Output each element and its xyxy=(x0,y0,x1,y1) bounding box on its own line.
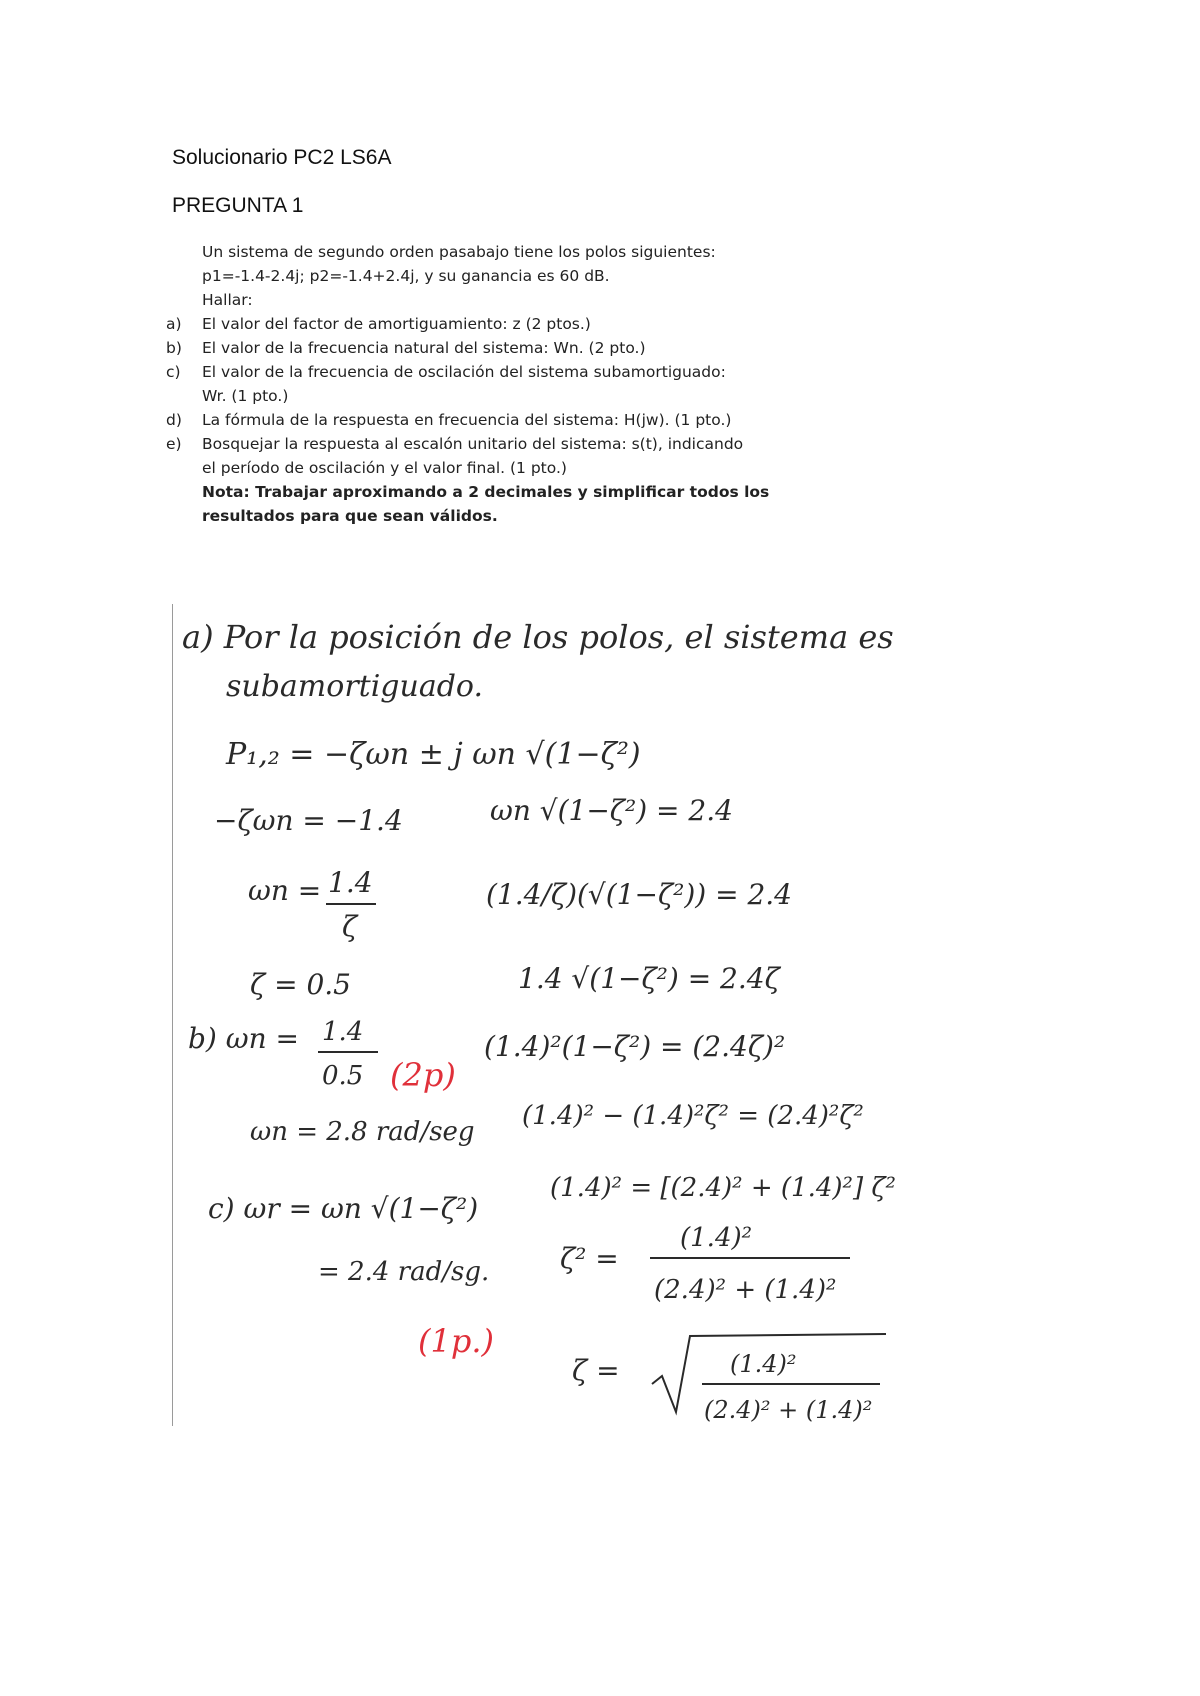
zeta-sqrt-denominator: (2.4)² + (1.4)² xyxy=(704,1396,873,1424)
item-text-continuation: Wr. (1 pto.) xyxy=(202,387,289,405)
solution-b-lhs: b) ωn = xyxy=(188,1022,299,1055)
item-marker: e) xyxy=(166,435,182,453)
equation-step: (1.4)²(1−ζ²) = (2.4ζ)² xyxy=(484,1030,786,1063)
zeta-squared-denominator: (2.4)² + (1.4)² xyxy=(654,1275,837,1305)
wn-result: ωn = 2.8 rad/seg xyxy=(250,1117,475,1147)
item-marker: c) xyxy=(166,363,181,381)
equation-step: 1.4 √(1−ζ²) = 2.4ζ xyxy=(518,962,780,995)
item-marker: b) xyxy=(166,339,182,357)
solution-a-intro: a) Por la posición de los polos, el sistema es xyxy=(182,618,894,656)
score-mark-c: (1p.) xyxy=(418,1322,494,1360)
solution-c-result: = 2.4 rad/sg. xyxy=(318,1257,490,1287)
problem-intro-line: Un sistema de segundo orden pasabajo tiene los polos siguientes: xyxy=(202,243,716,261)
equation-step: (1.4)² − (1.4)²ζ² = (2.4)²ζ² xyxy=(522,1101,864,1131)
zeta-squared-numerator: (1.4)² xyxy=(680,1223,753,1253)
item-marker: d) xyxy=(166,411,182,429)
item-text: El valor del factor de amortiguamiento: z (2 ptos.) xyxy=(202,315,591,333)
item-text: El valor de la frecuencia de oscilación del sistema subamortiguado: xyxy=(202,363,726,381)
solution-a-intro-2: subamortiguado. xyxy=(226,669,483,704)
solution-b-denominator: 0.5 xyxy=(322,1061,364,1091)
item-text: El valor de la frecuencia natural del sistema: Wn. (2 pto.) xyxy=(202,339,646,357)
substitution-equation: (1.4/ζ)(√(1−ζ²)) = 2.4 xyxy=(486,878,792,911)
wn-fraction-lhs: ωn = xyxy=(248,874,322,907)
equation-step: (1.4)² = [(2.4)² + (1.4)²] ζ² xyxy=(550,1173,896,1203)
zeta-lhs: ζ = xyxy=(572,1354,620,1387)
item-marker: a) xyxy=(166,315,182,333)
item-text: Bosquejar la respuesta al escalón unitario del sistema: s(t), indicando xyxy=(202,435,744,453)
zeta-sqrt-numerator: (1.4)² xyxy=(730,1350,797,1378)
equation-real-part: −ζωn = −1.4 xyxy=(214,804,403,837)
zeta-squared-lhs: ζ² = xyxy=(560,1242,619,1275)
wn-fraction-denominator: ζ xyxy=(342,910,358,943)
item-text-continuation: el período de oscilación y el valor final. (1 pto.) xyxy=(202,459,567,477)
problem-note: Nota: Trabajar aproximando a 2 decimales y simplificar todos los xyxy=(202,483,770,501)
problem-intro-line: Hallar: xyxy=(202,291,253,309)
problem-intro-line: p1=-1.4-2.4j; p2=-1.4+2.4j, y su ganancia es 60 dB. xyxy=(202,267,610,285)
wn-fraction-numerator: 1.4 xyxy=(328,866,373,899)
equation-imag-part: ωn √(1−ζ²) = 2.4 xyxy=(490,794,733,827)
score-mark-b: (2p) xyxy=(390,1056,456,1094)
document-title: Solucionario PC2 LS6A xyxy=(172,146,392,169)
item-text: La fórmula de la respuesta en frecuencia del sistema: H(jw). (1 pto.) xyxy=(202,411,732,429)
pole-equation: P₁,₂ = −ζωn ± j ωn √(1−ζ²) xyxy=(226,737,641,772)
solution-c-formula: c) ωr = ωn √(1−ζ²) xyxy=(208,1192,479,1225)
solution-b-numerator: 1.4 xyxy=(322,1017,364,1047)
zeta-result: ζ = 0.5 xyxy=(250,968,351,1001)
question-heading: PREGUNTA 1 xyxy=(172,194,304,217)
problem-note: resultados para que sean válidos. xyxy=(202,507,498,525)
